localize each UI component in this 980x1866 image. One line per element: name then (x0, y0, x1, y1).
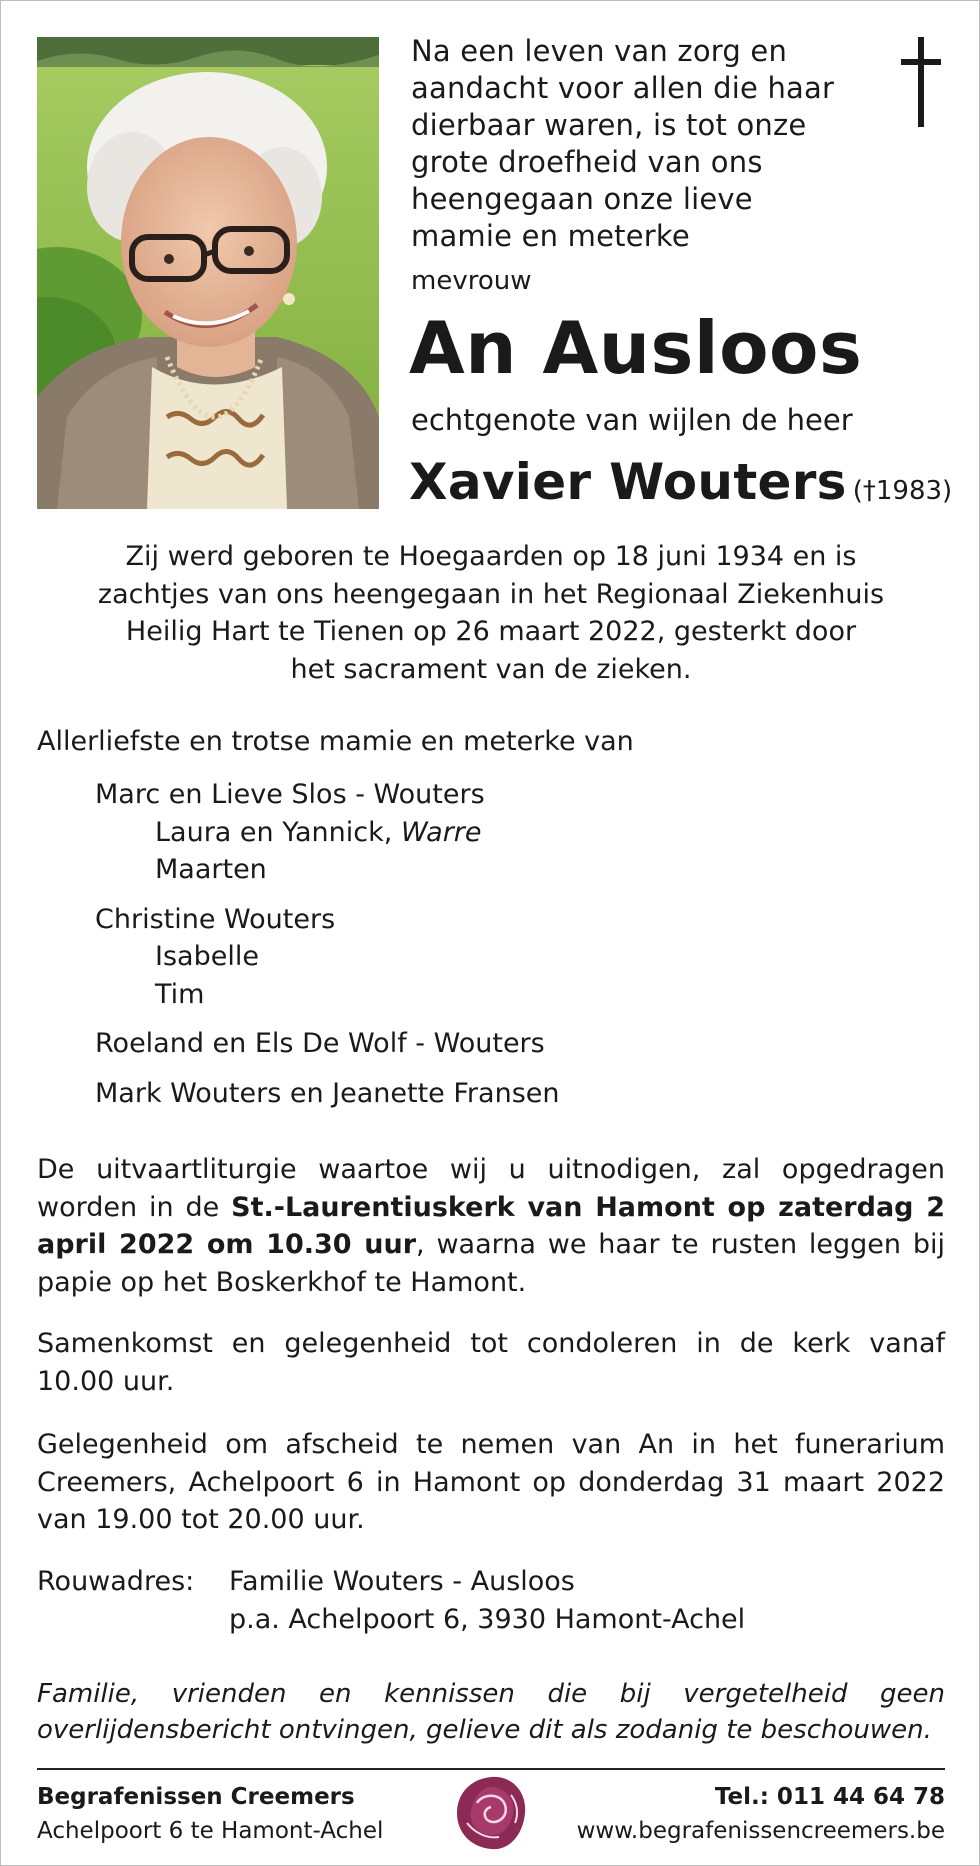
address-label: Rouwadres: (37, 1566, 195, 1597)
address-line: p.a. Achelpoort 6, 3930 Hamont-Achel (229, 1603, 746, 1635)
family-parent: Roeland en Els De Wolf - Wouters (95, 1028, 545, 1059)
family-child-name: Laura en Yannick, (155, 816, 401, 848)
intro-line: grote droefheid van ons (411, 145, 763, 179)
family-great-grandchild: Warre (400, 816, 482, 848)
rose-logo-icon (453, 1773, 529, 1853)
family-list (95, 776, 559, 1124)
birth-death-paragraph (37, 538, 945, 688)
address-line: Familie Wouters - Ausloos (229, 1566, 575, 1597)
birth-line: het sacrament van de zieken. (290, 653, 692, 685)
funeral-paragraph (37, 1151, 945, 1301)
footer-contact (577, 1780, 945, 1848)
family-parent: Marc en Lieve Slos - Wouters (95, 779, 485, 810)
company-phone[interactable]: Tel.: 011 44 64 78 (714, 1784, 945, 1810)
family-parent: Mark Wouters en Jeanette Fransen (95, 1077, 560, 1109)
footer-company (37, 1780, 383, 1848)
intro-line: aandacht voor allen die haar (411, 71, 835, 105)
family-group (95, 1025, 559, 1063)
funeral-location-datetime: St.-Laurentiuskerk van Hamont op zaterdag 2 april 2022 om 10.30 uur (37, 1191, 945, 1260)
spouse-name: Xavier Wouters (409, 453, 847, 511)
intro-line: Na een leven van zorg en (411, 34, 788, 68)
family-group (95, 776, 559, 889)
address-lines (229, 1563, 745, 1638)
footer-divider (37, 1768, 945, 1770)
company-website[interactable]: www.begrafenissencreemers.be (576, 1818, 945, 1844)
birth-line: Zij werd geboren te Hoegaarden op 18 juni 1934 en is (125, 541, 857, 572)
funeral-text: De uitvaartliturgie waartoe wij u uitnodigen, zal opgedragen worden in de (37, 1154, 945, 1223)
farewell-paragraph: Gelegenheid om afscheid te nemen van An in het funerarium Creemers, Achelpoort 6 in Hamont op donderdag 31 maart 2022 van 19.00 tot 20.00 uur. (37, 1429, 945, 1535)
family-child: Maarten (155, 854, 267, 885)
family-intro: Allerliefste en trotse mamie en meterke van (37, 726, 634, 757)
family-child: Isabelle (155, 941, 259, 972)
latin-cross-icon (901, 37, 941, 127)
birth-line: Heilig Hart te Tienen op 26 maart 2022, gesterkt door (125, 616, 857, 647)
spouse-death-year: (†1983) (852, 476, 953, 506)
funeral-text: , waarna we haar te rusten leggen bij papie op het Boskerkhof te Hamont. (37, 1229, 945, 1298)
intro-line: mamie en meterke (411, 219, 690, 253)
spouse-prefix: echtgenote van wijlen de heer (411, 403, 853, 437)
company-address: Achelpoort 6 te Hamont-Achel (37, 1818, 384, 1844)
condolence-paragraph: Samenkomst en gelegenheid tot condoleren in de kerk vanaf 10.00 uur. (37, 1328, 945, 1397)
portrait-illustration (37, 37, 379, 509)
family-child (95, 814, 559, 852)
portrait-photo (37, 37, 379, 509)
deceased-name: An Ausloos (409, 306, 863, 390)
company-name: Begrafenissen Creemers (37, 1784, 355, 1810)
spouse-line (409, 453, 952, 511)
closing-note: Familie, vrienden en kennissen die bij vergetelheid geen overlijdensbericht ontvingen, gelieve dit als zodanig te beschouwen. (37, 1679, 945, 1745)
family-group (95, 901, 559, 1014)
intro-text (411, 33, 891, 255)
family-group (95, 1075, 559, 1113)
family-parent: Christine Wouters (95, 903, 336, 935)
intro-line: heengegaan onze lieve (411, 182, 753, 216)
salutation: mevrouw (411, 266, 532, 296)
birth-line: zachtjes van ons heengegaan in het Regionaal Ziekenhuis (97, 578, 885, 610)
family-child: Tim (155, 978, 205, 1010)
intro-line: dierbaar waren, is tot onze (411, 108, 807, 142)
